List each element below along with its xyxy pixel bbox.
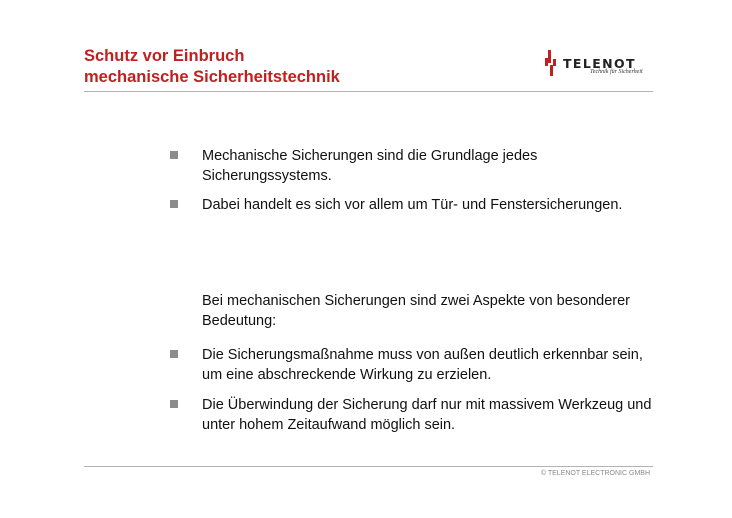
square-bullet-icon xyxy=(170,200,178,208)
title-line-1: Schutz vor Einbruch xyxy=(84,47,245,65)
square-bullet-icon xyxy=(170,400,178,408)
logo-wordmark: TELENOT xyxy=(563,56,636,71)
footer-divider xyxy=(84,466,653,467)
bullet-text: Mechanische Sicherungen sind die Grundlage jedes Sicherungssystems. xyxy=(202,148,538,184)
header-divider xyxy=(84,91,653,92)
logo-tagline: Technik für Sicherheit xyxy=(590,69,643,75)
title-line-2: mechanische Sicherheitstechnik xyxy=(84,68,340,86)
square-bullet-icon xyxy=(170,151,178,159)
bullet-text: Die Überwindung der Sicherung darf nur mit massivem Werkzeug und unter hohem Zeitaufwand möglich sein. xyxy=(202,397,652,433)
page-title xyxy=(84,46,340,88)
square-bullet-icon xyxy=(170,350,178,358)
telenot-logo xyxy=(545,49,645,77)
bullet-text: Dabei handelt es sich vor allem um Tür- und Fenstersicherungen. xyxy=(202,197,623,213)
intro-paragraph: Bei mechanischen Sicherungen sind zwei Aspekte von besonderer Bedeutung: xyxy=(202,293,631,329)
footer-copyright: © TELENOT ELECTRONIC GMBH xyxy=(540,470,650,477)
bullet-text: Die Sicherungsmaßnahme muss von außen deutlich erkennbar sein, um eine abschreckende Wirkung zu erzielen. xyxy=(202,347,643,383)
